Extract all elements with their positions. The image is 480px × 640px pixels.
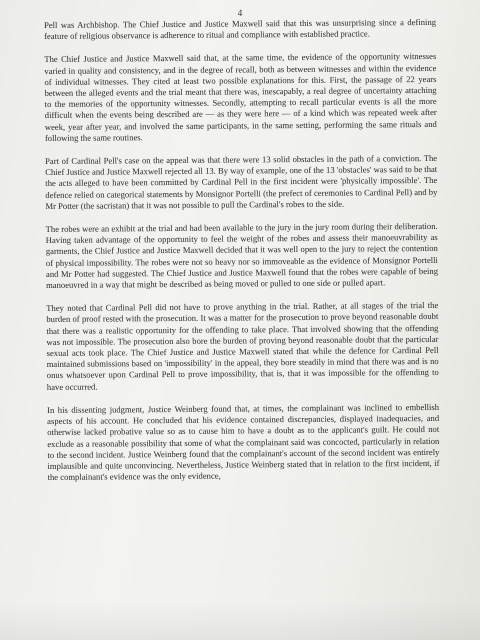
paragraph-robes-exhibit: The robes were an exhibit at the trial and had been available to the jury in the jury room during their deliberation. Having taken advantage of the opportunity to feel the weight of the robes and assess their manoeuvrability as garments, the Chief Justice and Justice Maxwell decided that it was well open to the jury to reject the contention of physical impossibility. The robes were not so heavy nor so immoveable as the evidence of Monsignor Portelli and Mr Potter had suggested. The Chief Justice and Justice Maxwell found that the robes were capable of being manoeuvred in a way that might be described as being moved or pulled to one side or pulled apart. <box>45 220 439 291</box>
page-shadow <box>0 600 480 640</box>
paragraph-burden-of-proof: They noted that Cardinal Pell did not have to prove anything in the trial. Rather, at all stages of the trial the burden of proof rested with the prosecution. It was a matter for the prosecution to prove beyond reasonable doubt that there was a realistic opportunity for the offending to take place. That involved showing that the offending was not impossible. The prosecution also bore the burden of proving beyond reasonable doubt that the particular sexual acts took place. The Chief Justice and Justice Maxwell stated that while the defence for Cardinal Pell maintained submissions based on 'impossibility' in the appeal, they bore steadily in mind that there was and is no onus whatsoever upon Cardinal Pell to prove impossibility, that is, that it was impossible for the offending to have occurred. <box>46 300 439 392</box>
paragraph-archbishop: Pell was Archbishop. The Chief Justice and Justice Maxwell said that this was unsurprising since a defining feature of religious observance is adherence to ritual and compliance with established practice. <box>44 16 437 42</box>
paragraph-dissenting-judgment: In his dissenting judgment, Justice Weinberg found that, at times, the complainant was inclined to embellish aspects of his account. He concluded that his evidence contained discrepancies, displayed inadequacies, and otherwise lacked probative value so as to cause him to have a doubt as to the applicant's guilt. He could not exclude as a reasonable possibility that some of what the complainant said was concocted, particularly in relation to the second incident. Justice Weinberg found that the complainant's account of the second incident was entirely implausible and quite unconvincing. Nevertheless, Justice Weinberg stated that in relation to the first incident, if the complainant's evidence was the only evidence, <box>47 401 440 483</box>
document-body <box>44 17 440 495</box>
page-number: 4 <box>237 8 243 18</box>
paragraph-solid-obstacles: Part of Cardinal Pell's case on the appeal was that there were 13 solid obstacles in the path of a conviction. The Chief Justice and Justice Maxwell rejected all 13. By way of example, one of the 13 'obstacles' was said to be that the acts alleged to have been committed by Cardinal Pell in the first incident were 'physically impossible'. The defence relied on categorical statements by Monsignor Portelli (the prefect of ceremonies to Cardinal Pell) and by Mr Potter (the sacristan) that it was not possible to pull the Cardinal's robes to the side. <box>45 152 438 211</box>
paragraph-opportunity-witnesses: The Chief Justice and Justice Maxwell said that, at the same time, the evidence of the opportunity witnesses varied in quality and consistency, and in the degree of recall, both as between witnesses and within the evidence of individual witnesses. They cited at least two possible explanations for this. First, the passage of 22 years between the alleged events and the trial meant that there was, inescapably, a real degree of uncertainty attaching to the memories of the opportunity witnesses. Secondly, attempting to recall particular events is all the more difficult when the events being described are — as they were here — of a kind which was repeated week after week, year after year, and involved the same participants, in the same setting, performing the same rituals and following the same routines. <box>44 51 437 143</box>
